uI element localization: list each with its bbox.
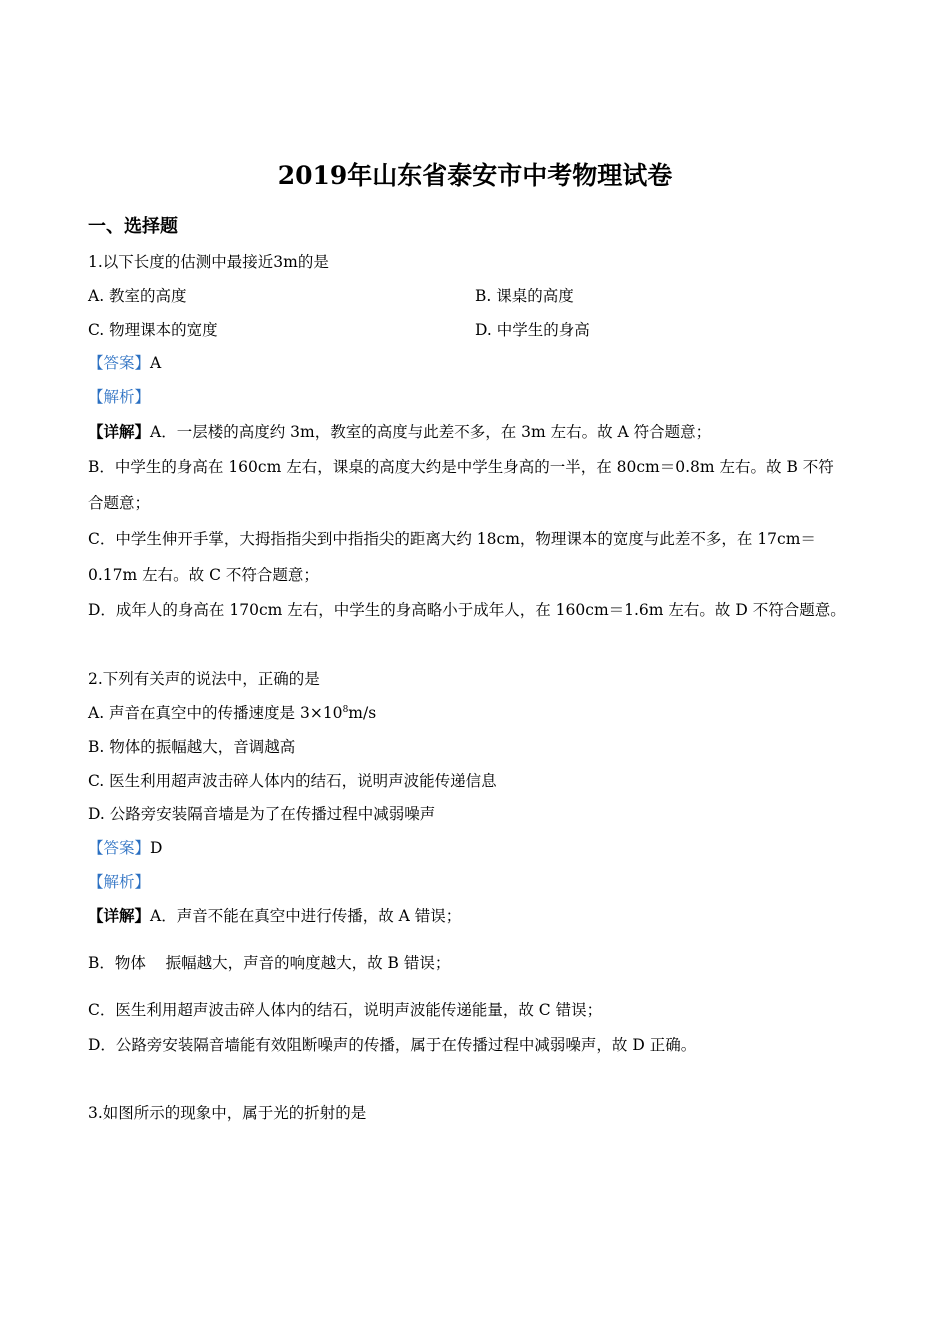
answer-value: D bbox=[150, 839, 163, 857]
question-1-detail-line-6: D．成年人的身高在 170cm 左右，中学生的身高略小于成年人，在 160cm＝1.6m 左右。故 D 不符合题意。 bbox=[88, 601, 846, 619]
question-2-option-b: B. 物体的振幅越大，音调越高 bbox=[88, 738, 296, 756]
question-2-detail-line-1: 【详解】A．声音不能在真空中进行传播，故 A 错误； bbox=[88, 906, 462, 925]
question-2-stem: 2.下列有关声的说法中，正确的是 bbox=[88, 670, 320, 688]
detail-tag: 【详解】 bbox=[88, 906, 151, 925]
detail-tag: 【详解】 bbox=[88, 422, 151, 441]
question-2-answer bbox=[88, 836, 162, 858]
question-3-stem: 3.如图所示的现象中，属于光的折射的是 bbox=[88, 1104, 367, 1122]
question-1-detail-line-2: B．中学生的身高在 160cm 左右，课桌的高度大约是中学生身高的一半，在 80cm＝0.8m 左右。故 B 不符 bbox=[88, 458, 834, 476]
question-1-option-d: D. 中学生的身高 bbox=[475, 321, 590, 339]
question-2-detail-line-4: D．公路旁安装隔音墙能有效阻断噪声的传播，属于在传播过程中减弱噪声，故 D 正确。 bbox=[88, 1036, 697, 1054]
question-2-detail-line-3: C．医生利用超声波击碎人体内的结石，说明声波能传递能量，故 C 错误； bbox=[88, 1001, 603, 1019]
question-2-option-a: A. 声音在真空中的传播速度是 $3\times 10^8m/s$ bbox=[88, 704, 377, 722]
question-1-answer bbox=[88, 351, 161, 373]
section-heading: 一、选择题 bbox=[88, 216, 178, 237]
question-1-option-c: C. 物理课本的宽度 bbox=[88, 321, 218, 339]
question-1-stem: 1.以下长度的估测中最接近3m的是 bbox=[88, 253, 329, 271]
question-1-detail-line-1: 【详解】A．一层楼的高度约 3m，教室的高度与此差不多，在 3m 左右。故 A 符合题意； bbox=[88, 422, 712, 441]
question-2-option-c: C. 医生利用超声波击碎人体内的结石，说明声波能传递信息 bbox=[88, 772, 497, 790]
question-2-option-d: D. 公路旁安装隔音墙是为了在传播过程中减弱噪声 bbox=[88, 805, 436, 823]
page-title: 2019年山东省泰安市中考物理试卷 bbox=[277, 161, 673, 190]
question-1-detail-line-3: 合题意； bbox=[88, 494, 151, 512]
question-2-analysis-tag: 【解析】 bbox=[88, 873, 151, 891]
question-2-detail-line-2: B．物体 振幅越大，声音的响度越大，故 B 错误； bbox=[88, 954, 451, 972]
answer-tag: 【答案】 bbox=[88, 354, 151, 372]
question-1-option-a: A. 教室的高度 bbox=[88, 287, 187, 305]
answer-value: A bbox=[150, 354, 162, 372]
question-1-detail-line-4: C．中学生伸开手掌，大拇指指尖到中指指尖的距离大约 18cm，物理课本的宽度与此差不多，在 17cm＝ bbox=[88, 530, 816, 548]
question-1-option-b: B. 课桌的高度 bbox=[475, 287, 574, 305]
question-1-detail-line-5: 0.17m 左右。故 C 不符合题意； bbox=[88, 566, 319, 584]
question-1-analysis-tag: 【解析】 bbox=[88, 388, 151, 406]
answer-tag: 【答案】 bbox=[88, 839, 151, 857]
